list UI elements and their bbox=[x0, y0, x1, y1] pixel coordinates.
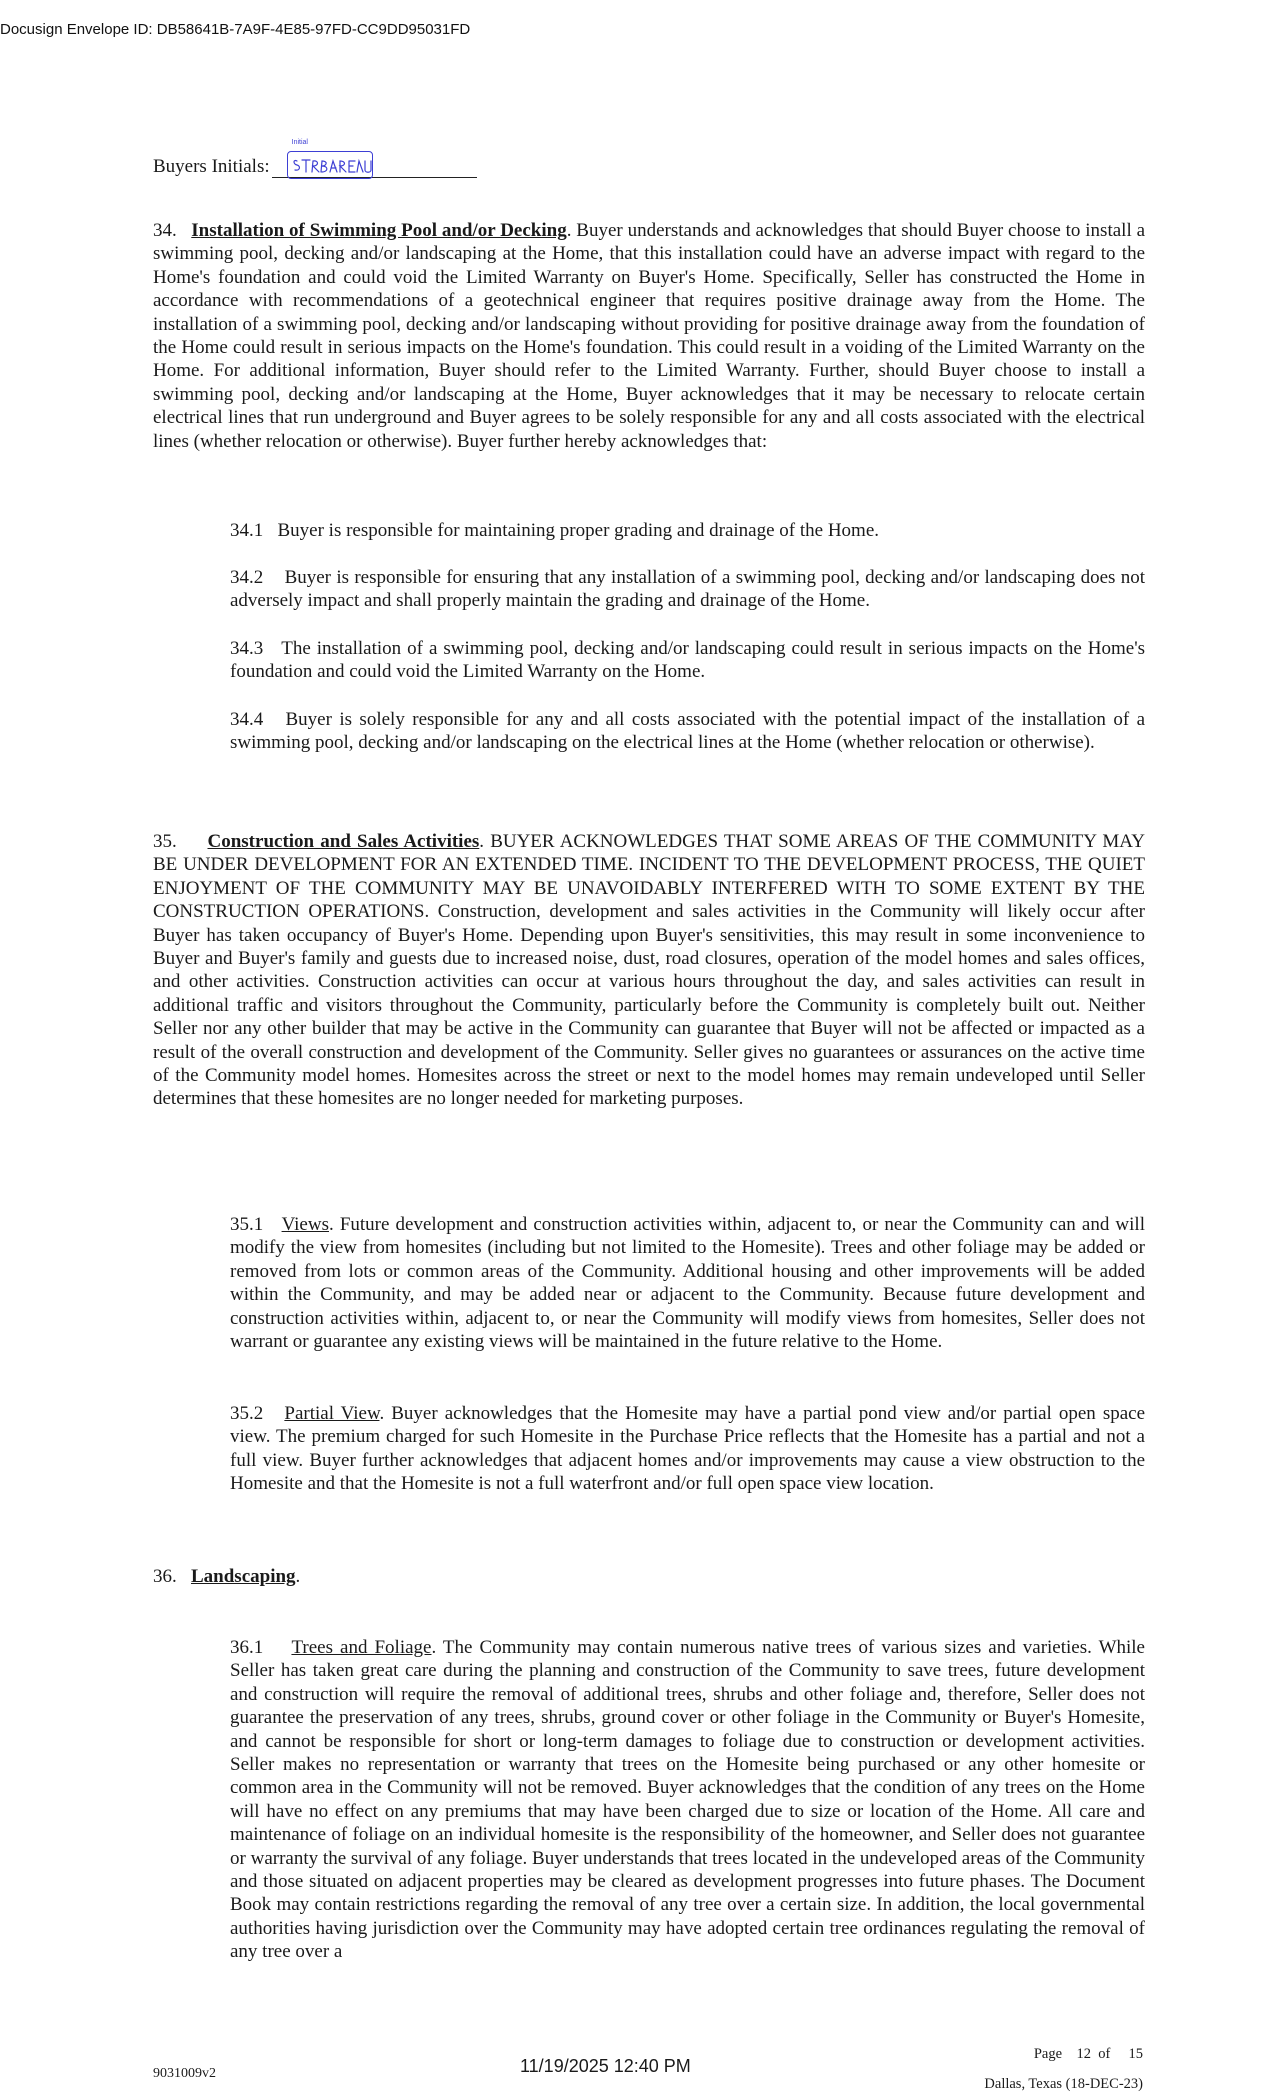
initials-signature bbox=[287, 151, 373, 179]
page-label: Page bbox=[1033, 2046, 1063, 2062]
item-35-2 bbox=[230, 1402, 1145, 1496]
section-35-body: . BUYER ACKNOWLEDGES THAT SOME AREAS OF THE COMMUNITY MAY BE UNDER DEVELOPMENT FOR AN EXTENDED TIME. INCIDENT TO THE DEVELOPMENT PROCESS, THE QUIET ENJOYMENT OF THE COMMUNITY MAY BE UNAVOIDABLY INTERFERED WITH TO SOME EXTENT BY THE CONSTRUCTION OPERATIONS. Construction, development and sales activities in the Community will likely occur after Buyer has taken occupancy of Buyer's Home. Depending upon Buyer's sensitivities, this may result in some inconvenience to Buyer and Buyer's family and guests due to increased noise, dust, road closures, operation of the model homes and sales offices, and other activities. Construction activities can occur at various hours throughout the day, and sales activities can result in additional traffic and visitors throughout the Community, particularly before the Community is completely built out. Neither Seller nor any other builder that may be active in the Community can guarantee that Buyer will not be affected or impacted as a result of the overall construction and development of the Community. Seller gives no guarantees or assurances on the active time of the Community model homes. Homesites across the street or next to the model homes may remain undeveloped until Seller determines that these homesites are no longer needed for marketing purposes. bbox=[153, 831, 1145, 1110]
section-34 bbox=[153, 219, 1145, 453]
envelope-id: Docusign Envelope ID: DB58641B-7A9F-4E85-97FD-CC9DD95031FD bbox=[0, 21, 471, 38]
section-34-number: 34. bbox=[153, 220, 177, 241]
item-34-4-text: Buyer is solely responsible for any and all costs associated with the potential impact of the installation of a swimming pool, decking and/or landscaping on the electrical lines at the Home (whether relocation or otherwise). bbox=[230, 709, 1145, 754]
section-35-number: 35. bbox=[153, 831, 177, 852]
item-34-3-text: The installation of a swimming pool, decking and/or landscaping could result in serious impacts on the Home's foundation and could void the Limited Warranty on the Home. bbox=[230, 638, 1146, 683]
page-number bbox=[984, 2039, 1143, 2069]
item-34-3 bbox=[230, 637, 1145, 684]
page-total: 15 bbox=[1128, 2046, 1143, 2062]
document-version: 9031009v2 bbox=[153, 2066, 216, 2081]
item-35-1-number: 35.1 bbox=[230, 1214, 264, 1235]
item-35-2-title: Partial View bbox=[284, 1403, 380, 1424]
section-34-heading: Installation of Swimming Pool and/or Decking bbox=[191, 220, 567, 241]
section-36-heading: Landscaping bbox=[191, 1566, 296, 1587]
item-34-3-number: 34.3 bbox=[230, 638, 264, 659]
item-35-1 bbox=[230, 1213, 1145, 1353]
signature-timestamp: 11/19/2025 12:40 PM bbox=[520, 2056, 691, 2076]
document-location: Dallas, Texas (18-DEC-23) bbox=[984, 2076, 1143, 2092]
item-35-2-number: 35.2 bbox=[230, 1403, 264, 1424]
section-36-tail: . bbox=[295, 1566, 301, 1587]
item-34-4-number: 34.4 bbox=[230, 709, 264, 730]
item-35-2-text: . Buyer acknowledges that the Homesite may have a partial pond view and/or partial open space view. The premium charged for such Homesite in the Purchase Price reflects that the Homesite has a partial and not a full view. Buyer further acknowledges that adjacent homes and/or improvements may cause a view obstruction to the Homesite and that the Homesite is not a full waterfront and/or full open space view location. bbox=[230, 1403, 1146, 1495]
item-34-2-number: 34.2 bbox=[230, 567, 264, 588]
buyer-initials bbox=[153, 139, 477, 178]
section-36-number: 36. bbox=[153, 1566, 177, 1587]
initials-label: Buyers Initials: bbox=[153, 156, 270, 177]
initial-tag: Initial bbox=[291, 139, 308, 146]
section-36 bbox=[153, 1565, 1145, 1588]
signature-scribble bbox=[288, 152, 372, 178]
item-36-1-number: 36.1 bbox=[230, 1637, 264, 1658]
item-34-1 bbox=[230, 519, 1145, 542]
item-34-4 bbox=[230, 708, 1145, 755]
item-36-1-title: Trees and Foliage bbox=[291, 1637, 432, 1658]
item-35-1-title: Views bbox=[281, 1214, 329, 1235]
initials-field[interactable] bbox=[272, 139, 477, 178]
item-36-1 bbox=[230, 1636, 1145, 1964]
section-35 bbox=[153, 830, 1145, 1111]
section-35-heading: Construction and Sales Activities bbox=[207, 831, 480, 852]
page-of: of bbox=[1098, 2046, 1111, 2062]
item-36-1-text: . The Community may contain numerous native trees of various sizes and varieties. While Seller has taken great care during the planning and construction of the Community to save trees, future development and construction will require the removal of additional trees, shrubs and other foliage and, therefore, Seller does not guarantee the preservation of any trees, shrubs, ground cover or other foliage in the Community or Buyer's Homesite, and cannot be responsible for short or long-term damages to foliage due to construction or development activities. Seller makes no representation or warranty that trees on the Homesite being purchased or any other homesite or common area in the Community will not be removed. Buyer acknowledges that the condition of any trees on the Home will have no effect on any premiums that may have been charged due to size or location of the Home. All care and maintenance of foliage on an individual homesite is the responsibility of the homeowner, and Seller does not guarantee or warranty the survival of any foliage. Buyer understands that trees located in the undeveloped areas of the Community and those situated on adjacent properties may be cleared as development progresses into future phases. The Document Book may contain restrictions regarding the removal of any tree over a certain size. In addition, the local governmental authorities having jurisdiction over the Community may have adopted certain tree ordinances regulating the removal of any tree over a bbox=[230, 1637, 1145, 1963]
page-current: 12 bbox=[1076, 2046, 1092, 2062]
item-34-1-number: 34.1 bbox=[230, 520, 264, 541]
item-34-1-text: Buyer is responsible for maintaining proper grading and drainage of the Home. bbox=[277, 520, 879, 541]
item-35-1-text: . Future development and construction activities within, adjacent to, or near the Community can and will modify the view from homesites (including but not limited to the Homesite). Trees and other foliage may be added or removed from lots or common areas of the Community. Additional housing and other improvements will be added within the Community, and may be added near or adjacent to the Community. Because future development and construction activities within, adjacent to, or near the Community will modify views from homesites, Seller does not warrant or guarantee any existing views will be maintained in the future relative to the Home. bbox=[230, 1214, 1145, 1353]
page-footer bbox=[984, 2039, 1143, 2099]
section-34-body: . Buyer understands and acknowledges that should Buyer choose to install a swimming pool, decking and/or landscaping at the Home, that this installation could have an adverse impact with regard to the Home's foundation and could void the Limited Warranty on Buyer's Home. Specifically, Seller has constructed the Home in accordance with recommendations of a geotechnical engineer that requires positive drainage away from the Home. The installation of a swimming pool, decking and/or landscaping without providing for positive drainage away from the foundation of the Home could result in serious impacts on the Home's foundation. This could result in a voiding of the Limited Warranty on the Home. For additional information, Buyer should refer to the Limited Warranty. Further, should Buyer choose to install a swimming pool, decking and/or landscaping at the Home, Buyer acknowledges that it may be necessary to relocate certain electrical lines that run underground and Buyer agrees to be solely responsible for any and all costs associated with the electrical lines (whether relocation or otherwise). Buyer further hereby acknowledges that: bbox=[153, 220, 1145, 452]
item-34-2 bbox=[230, 566, 1145, 613]
item-34-2-text: Buyer is responsible for ensuring that any installation of a swimming pool, decking and/or landscaping does not adversely impact and shall properly maintain the grading and drainage of the Home. bbox=[230, 567, 1146, 612]
